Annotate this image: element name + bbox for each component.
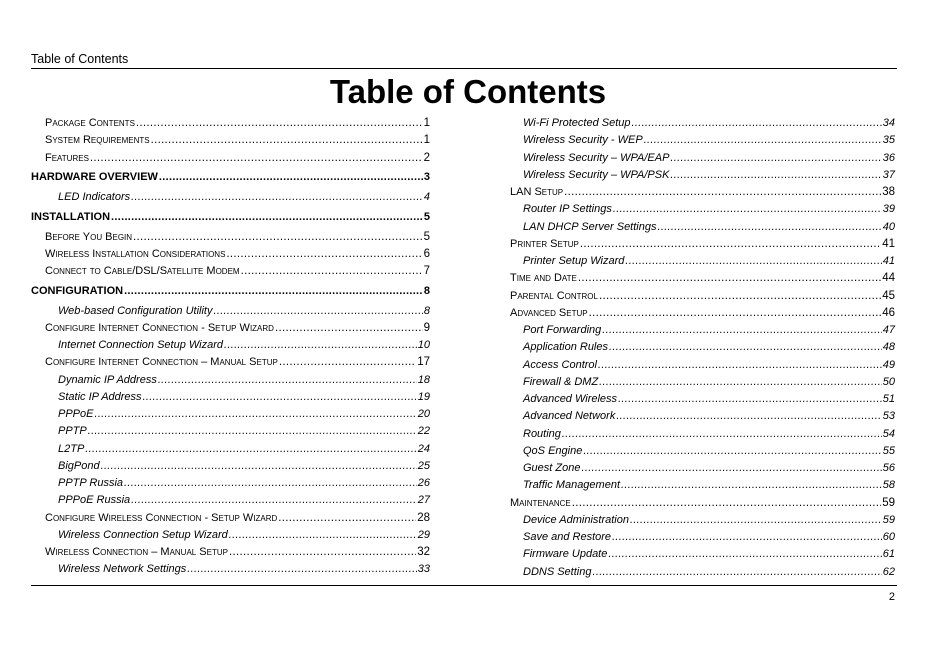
toc-entry-page: 32 (417, 546, 430, 558)
toc-entry-label: DDNS Setting (523, 565, 592, 578)
toc-entry-label: Application Rules (523, 341, 608, 354)
toc-entry-label: Configure Internet Connection – Manual Setup (45, 356, 278, 369)
toc-entry-label: Wireless Installation Considerations (45, 247, 226, 260)
toc-entry[interactable] (497, 236, 895, 253)
page-number: 2 (888, 591, 895, 603)
toc-entry-label: LAN Setup (510, 186, 564, 198)
toc-entry-page: 17 (417, 356, 430, 369)
dot-leader (124, 475, 417, 492)
toc-entry-label: Routing (523, 427, 561, 440)
dot-leader (136, 115, 423, 132)
toc-entry-page: 36 (882, 151, 895, 164)
toc-entry[interactable] (497, 201, 895, 218)
toc-entry[interactable] (31, 389, 430, 406)
toc-entry-page: 59 (882, 496, 895, 509)
toc-entry-page: 54 (882, 427, 895, 440)
toc-entry[interactable] (497, 132, 895, 149)
page-title: Table of Contents (329, 73, 607, 110)
toc-entry-label: Printer Setup Wizard (523, 255, 625, 267)
toc-right-column (497, 115, 895, 581)
toc-entry-label: Guest Zone (523, 462, 581, 474)
dot-leader (229, 544, 416, 561)
toc-entry[interactable] (31, 372, 430, 389)
dot-leader (599, 288, 881, 305)
toc-entry-label: Wireless Security - WEP (523, 134, 643, 147)
toc-entry-label: Wi-Fi Protected Setup (523, 117, 631, 129)
toc-entry-label: Connect to Cable/DSL/Satellite Modem (45, 265, 240, 277)
toc-entry-label: PPPoE Russia (58, 494, 131, 507)
toc-entry[interactable] (497, 253, 895, 270)
toc-entry-page: 40 (882, 220, 895, 233)
toc-entry-page: 51 (882, 393, 895, 405)
toc-entry-label: Before You Begin (45, 230, 133, 243)
dot-leader (224, 337, 417, 354)
toc-entry-label: Wireless Security – WPA/PSK (523, 168, 670, 181)
dot-leader (143, 389, 417, 406)
toc-entry-label: Advanced Wireless (523, 393, 618, 405)
dot-leader (670, 167, 881, 184)
dot-leader (618, 391, 882, 408)
dot-leader (90, 150, 423, 167)
toc-entry[interactable] (497, 495, 895, 512)
toc-entry-page: 35 (882, 134, 895, 147)
dot-leader (94, 406, 416, 423)
toc-entry[interactable] (31, 132, 430, 149)
toc-entry-page: 25 (417, 459, 430, 472)
dot-leader (226, 246, 422, 263)
dot-leader (159, 169, 423, 186)
toc-entry-page: 26 (417, 477, 430, 489)
dot-leader (612, 529, 882, 546)
toc-entry[interactable] (31, 337, 430, 354)
toc-entry-page: 53 (882, 410, 895, 423)
toc-entry-page: 29 (417, 528, 430, 541)
dot-leader (133, 229, 423, 246)
toc-entry-page: 44 (882, 272, 895, 285)
toc-entry-page: 47 (882, 324, 895, 336)
toc-entry[interactable] (31, 320, 430, 337)
toc-entry[interactable] (497, 391, 895, 408)
toc-entry-label: PPTP (58, 425, 87, 438)
toc-entry[interactable] (31, 189, 430, 206)
toc-entry-page: 1 (423, 117, 430, 129)
toc-entry-page: 61 (882, 548, 895, 561)
toc-entry-label: Save and Restore (523, 531, 612, 543)
toc-entry[interactable] (497, 546, 895, 563)
toc-entry-label: CONFIGURATION (31, 284, 124, 297)
dot-leader (572, 495, 881, 512)
toc-entry[interactable] (31, 263, 430, 280)
toc-entry-page: 41 (882, 255, 895, 267)
toc-entry-label: Traffic Management (523, 479, 621, 492)
dot-leader (187, 561, 416, 578)
toc-entry[interactable] (497, 150, 895, 167)
toc-entry-label: Printer Setup (510, 237, 579, 250)
dot-leader (630, 512, 882, 529)
toc-entry-label: PPPoE (58, 408, 94, 420)
toc-entry[interactable] (497, 288, 895, 305)
toc-entry-label: HARDWARE OVERVIEW (31, 171, 158, 184)
toc-entry[interactable] (497, 443, 895, 460)
toc-entry[interactable] (497, 512, 895, 529)
toc-entry[interactable] (31, 510, 430, 527)
toc-entry-page: 33 (417, 563, 430, 576)
dot-leader (229, 527, 417, 544)
toc-entry[interactable] (31, 150, 430, 167)
toc-entry-page: 5 (423, 230, 430, 243)
toc-entry[interactable] (31, 169, 430, 186)
toc-entry[interactable] (497, 477, 895, 494)
toc-entry-label: Configure Internet Connection - Setup Wizard (45, 321, 274, 334)
toc-entry[interactable] (497, 564, 895, 581)
toc-entry-page: 22 (417, 425, 430, 438)
toc-entry-page: 3 (423, 171, 430, 184)
dot-leader (279, 354, 416, 371)
toc-entry-label: System Requirements (45, 134, 150, 147)
toc-entry-label: Package Contents (45, 117, 135, 129)
toc-entry-label: Parental Control (510, 289, 598, 302)
toc-entry-label: LAN DHCP Server Settings (523, 220, 657, 233)
toc-entry-page: 2 (423, 151, 430, 164)
toc-entry-page: 41 (882, 237, 895, 250)
toc-entry-page: 60 (882, 531, 895, 543)
dot-leader (602, 322, 881, 339)
toc-entry-page: 37 (882, 168, 895, 181)
toc-entry[interactable] (31, 423, 430, 440)
toc-entry[interactable] (31, 441, 430, 458)
toc-entry-label: PPTP Russia (58, 477, 124, 489)
dot-leader (621, 477, 882, 494)
dot-leader (616, 408, 881, 425)
toc-entry-page: 8 (423, 304, 430, 317)
dot-leader (124, 283, 423, 300)
dot-leader (131, 189, 423, 206)
dot-leader (583, 443, 881, 460)
dot-leader (213, 303, 422, 320)
toc-entry-page: 49 (882, 358, 895, 371)
toc-entry[interactable] (497, 529, 895, 546)
toc-entry-label: Dynamic IP Address (58, 373, 157, 386)
toc-entry-page: 59 (882, 513, 895, 526)
dot-leader (151, 132, 423, 149)
toc-entry-label: Wireless Connection Setup Wizard (58, 528, 228, 541)
toc-entry[interactable] (497, 374, 895, 391)
toc-entry-page: 39 (882, 203, 895, 216)
dot-leader (278, 510, 416, 527)
toc-entry-label: Device Administration (523, 513, 629, 526)
toc-entry-page: 58 (882, 479, 895, 492)
toc-entry-page: 38 (882, 186, 895, 198)
toc-entry-page: 56 (882, 462, 895, 474)
toc-entry-page: 7 (423, 265, 430, 277)
toc-entry[interactable] (497, 167, 895, 184)
toc-entry-page: 18 (417, 373, 430, 386)
dot-leader (131, 492, 417, 509)
toc-entry[interactable] (31, 283, 430, 300)
dot-leader (88, 423, 417, 440)
toc-entry[interactable] (497, 184, 895, 201)
toc-entry-label: INSTALLATION (31, 210, 111, 223)
toc-entry-label: QoS Engine (523, 444, 583, 457)
footer-rule (31, 585, 897, 586)
dot-leader (644, 132, 882, 149)
dot-leader (562, 426, 882, 443)
header-rule (31, 68, 897, 69)
dot-leader (581, 460, 881, 477)
toc-entry[interactable] (31, 303, 430, 320)
toc-entry[interactable] (497, 357, 895, 374)
toc-entry[interactable] (31, 458, 430, 475)
dot-leader (599, 374, 882, 391)
toc-entry[interactable] (31, 354, 430, 371)
toc-entry[interactable] (31, 115, 430, 132)
dot-leader (592, 564, 881, 581)
toc-entry-label: Firewall & DMZ (523, 375, 599, 388)
toc-entry-label: Static IP Address (58, 390, 142, 403)
toc-entry-page: 28 (417, 511, 430, 524)
toc-entry-label: Port Forwarding (523, 324, 602, 336)
toc-entry[interactable] (497, 339, 895, 356)
toc-entry-page: 1 (423, 134, 430, 147)
toc-entry[interactable] (31, 492, 430, 509)
toc-entry-page: 5 (423, 210, 430, 223)
toc-entry-page: 9 (423, 321, 430, 334)
toc-entry[interactable] (497, 426, 895, 443)
toc-entry-page: 46 (882, 306, 895, 319)
dot-leader (657, 219, 881, 236)
toc-entry-page: 8 (423, 284, 430, 297)
toc-entry-label: Wireless Security – WPA/EAP (523, 151, 670, 164)
dot-leader (241, 263, 423, 280)
dot-leader (578, 270, 881, 287)
dot-leader (608, 546, 881, 563)
toc-entry-page: 45 (882, 289, 895, 302)
toc-entry[interactable] (31, 406, 430, 423)
toc-entry-label: Wireless Network Settings (58, 563, 187, 576)
toc-entry-label: Maintenance (510, 496, 571, 509)
toc-entry-page: 34 (882, 117, 895, 129)
toc-entry-label: Features (45, 151, 89, 164)
toc-entry[interactable] (497, 305, 895, 322)
toc-entry-label: Firmware Update (523, 548, 608, 561)
dot-leader (85, 441, 416, 458)
toc-entry-label: Access Control (523, 358, 597, 371)
toc-entry[interactable] (31, 209, 430, 226)
dot-leader (589, 305, 882, 322)
dot-leader (613, 201, 882, 218)
toc-entry-page: 27 (417, 494, 430, 507)
toc-entry-label: Wireless Connection – Manual Setup (45, 546, 228, 558)
toc-entry[interactable] (497, 219, 895, 236)
toc-entry-page: 62 (882, 565, 895, 578)
toc-entry[interactable] (497, 270, 895, 287)
toc-entry-page: 4 (423, 191, 430, 203)
toc-entry-page: 19 (417, 390, 430, 403)
dot-leader (632, 115, 882, 132)
running-header-title: Table of Contents (31, 52, 129, 66)
toc-entry-label: Internet Connection Setup Wizard (58, 339, 223, 351)
toc-entry-label: L2TP (58, 442, 85, 455)
dot-leader (275, 320, 423, 337)
toc-entry-label: Advanced Setup (510, 306, 588, 319)
toc-entry[interactable] (31, 544, 430, 561)
toc-entry-label: BigPond (58, 459, 100, 472)
toc-entry-page: 20 (417, 408, 430, 420)
dot-leader (101, 458, 417, 475)
toc-entry-page: 6 (423, 247, 430, 260)
toc-entry-label: Web-based Configuration Utility (58, 304, 213, 317)
dot-leader (111, 209, 423, 226)
dot-leader (580, 236, 881, 253)
dot-leader (670, 150, 881, 167)
toc-entry[interactable] (31, 229, 430, 246)
dot-leader (564, 184, 881, 201)
toc-entry-label: Advanced Network (523, 410, 616, 423)
toc-entry[interactable] (31, 475, 430, 492)
toc-entry-page: 55 (882, 444, 895, 457)
toc-entry-page: 24 (417, 442, 430, 455)
dot-leader (158, 372, 417, 389)
toc-left-column (31, 115, 430, 579)
toc-entry-label: Router IP Settings (523, 203, 612, 216)
dot-leader (598, 357, 882, 374)
toc-entry[interactable] (31, 527, 430, 544)
toc-entry-page: 50 (882, 375, 895, 388)
toc-entry[interactable] (497, 322, 895, 339)
dot-leader (625, 253, 881, 270)
toc-entry-page: 10 (417, 339, 430, 351)
toc-entry-label: LED Indicators (58, 191, 131, 203)
toc-entry[interactable] (31, 561, 430, 578)
toc-entry[interactable] (497, 408, 895, 425)
toc-entry-label: Configure Wireless Connection - Setup Wizard (45, 511, 278, 524)
toc-entry[interactable] (497, 460, 895, 477)
dot-leader (609, 339, 882, 356)
toc-entry-label: Time and Date (510, 272, 577, 285)
toc-entry-page: 48 (882, 341, 895, 354)
toc-entry[interactable] (31, 246, 430, 263)
toc-entry[interactable] (497, 115, 895, 132)
